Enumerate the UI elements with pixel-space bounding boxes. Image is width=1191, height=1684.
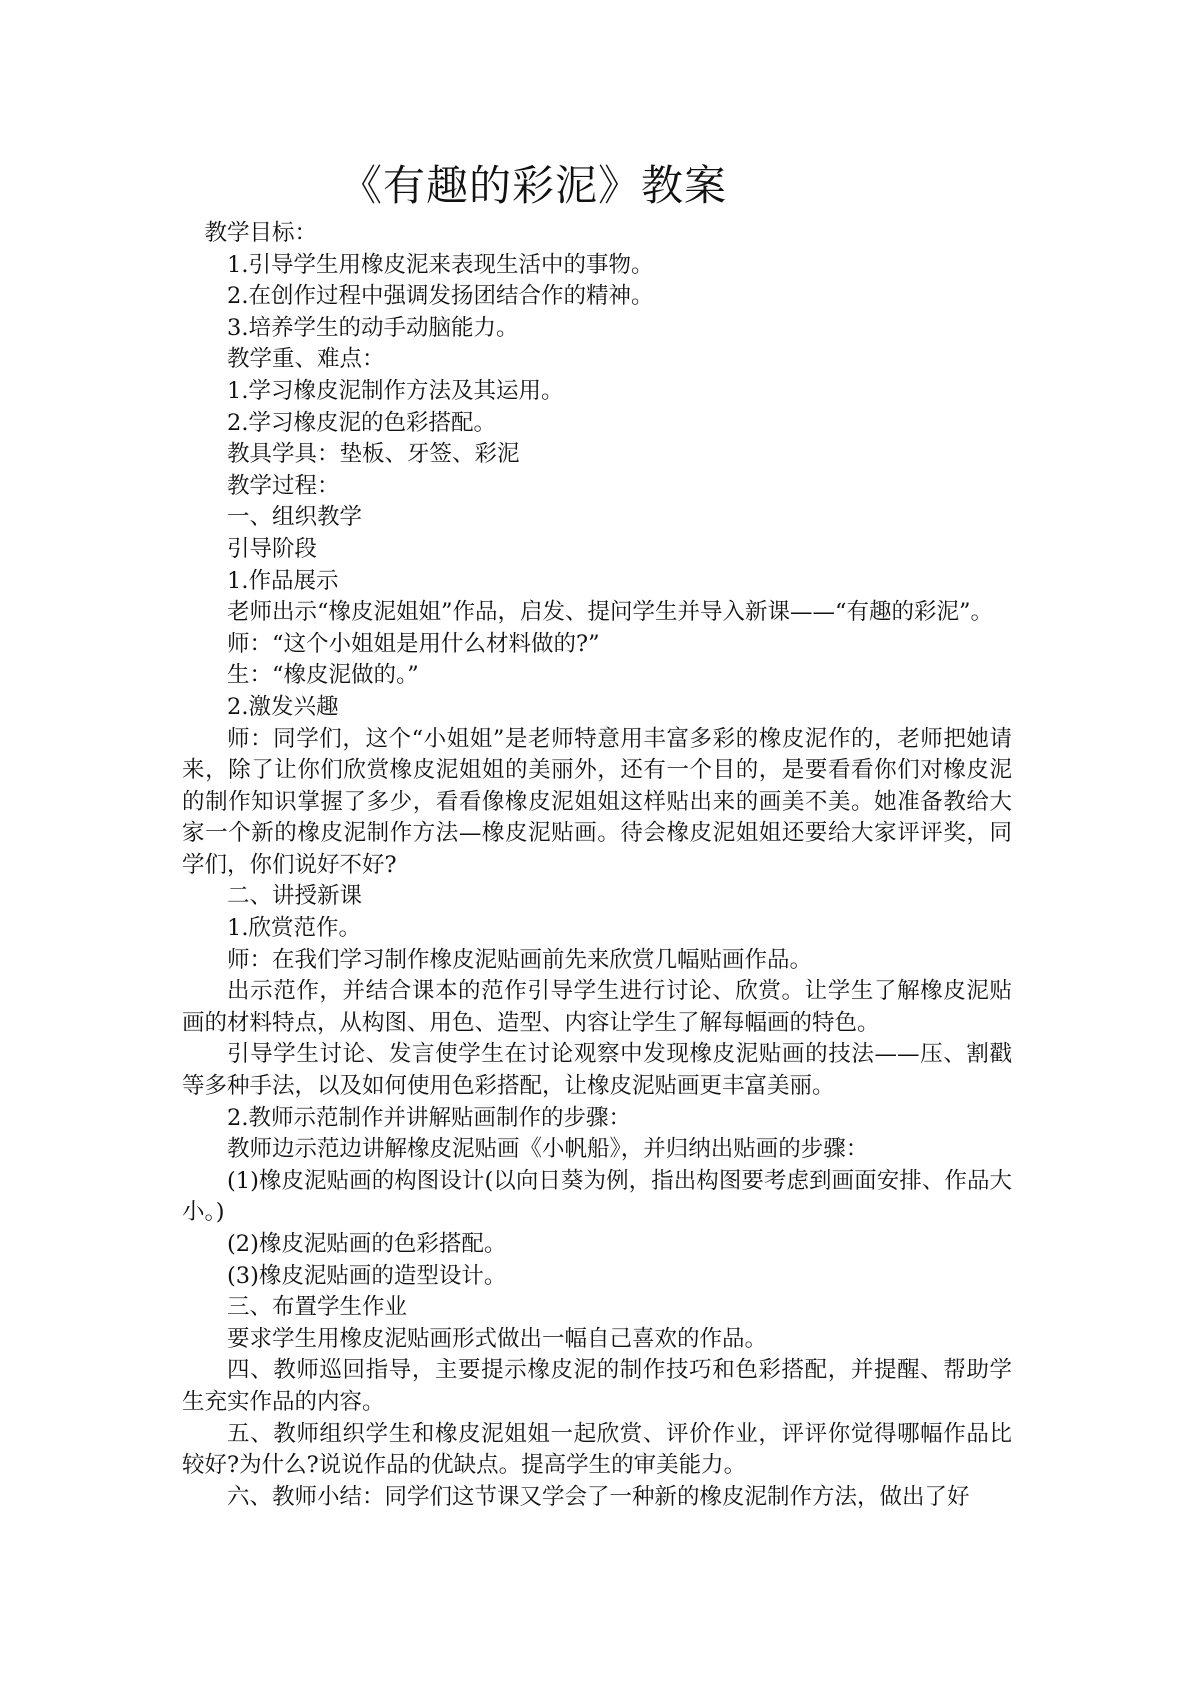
paragraph: 引导阶段 xyxy=(227,535,318,562)
paragraph: 教师边示范边讲解橡皮泥贴画《小帆船》，并归纳出贴画的步骤： xyxy=(227,1136,869,1163)
paragraph: 要求学生用橡皮泥贴画形式做出一幅自己喜欢的作品。 xyxy=(227,1325,768,1352)
paragraph: 1.欣赏范作。 xyxy=(227,915,361,942)
paragraph: 师：在我们学习制作橡皮泥贴画前先来欣赏几幅贴画作品。 xyxy=(227,946,813,973)
paragraph: 师：同学们，这个“小姐姐”是老师特意用丰富多彩的橡皮泥作的，老师把她请来，除了让你们欣赏橡皮泥姐姐的美丽外，还有一个目的，是要看看你们对橡皮泥的制作知识掌握了多少，看看像橡皮泥姐姐这样贴出来的画美不美。她准备教给大家一个新的橡皮泥制作方法—橡皮泥贴画。待会橡皮泥姐姐还要给大家评评奖，同学们，你们说好不好? xyxy=(182,725,1012,878)
paragraph: 1.作品展示 xyxy=(227,567,339,594)
paragraph: 二、讲授新课 xyxy=(227,883,363,910)
paragraph: 师：“这个小姐姐是用什么材料做的?” xyxy=(227,630,600,657)
paragraph: 引导学生讨论、发言使学生在讨论观察中发现橡皮泥贴画的技法——压、割戳等多种手法，以及如何使用色彩搭配，让橡皮泥贴画更丰富美丽。 xyxy=(182,1041,1012,1100)
paragraph: (3)橡皮泥贴画的造型设计。 xyxy=(227,1262,507,1289)
paragraph: 教具学具：垫板、牙签、彩泥 xyxy=(227,441,520,468)
paragraph: 1.学习橡皮泥制作方法及其运用。 xyxy=(227,377,564,404)
paragraph: 2.在创作过程中强调发扬团结合作的精神。 xyxy=(227,283,654,310)
paragraph: 教学重、难点： xyxy=(227,346,385,373)
paragraph: 2.激发兴趣 xyxy=(227,693,339,720)
paragraph: 老师出示“橡皮泥姐姐”作品，启发、提问学生并导入新课——“有趣的彩泥”。 xyxy=(227,599,994,626)
document-body xyxy=(182,218,1012,1513)
paragraph: 1.引导学生用橡皮泥来表现生活中的事物。 xyxy=(227,251,654,278)
paragraph: 2.学习橡皮泥的色彩搭配。 xyxy=(227,409,496,436)
paragraph: (2)橡皮泥贴画的色彩搭配。 xyxy=(227,1231,507,1257)
paragraph: 五、教师组织学生和橡皮泥姐姐一起欣赏、评价作业，评评你觉得哪幅作品比较好?为什么?说说作品的优缺点。提高学生的审美能力。 xyxy=(182,1420,1012,1479)
paragraph: 三、布置学生作业 xyxy=(227,1294,408,1321)
paragraph: 教学目标： xyxy=(204,220,318,246)
paragraph: 四、教师巡回指导，主要提示橡皮泥的制作技巧和色彩搭配，并提醒、帮助学生充实作品的内容。 xyxy=(182,1357,1012,1415)
paragraph: 2.教师示范制作并讲解贴画制作的步骤： xyxy=(227,1104,631,1131)
paragraph: 一、组织教学 xyxy=(227,504,363,531)
paragraph: 生：“橡皮泥做的。” xyxy=(227,662,419,689)
paragraph: 教学过程： xyxy=(227,472,340,499)
paragraph: 六、教师小结：同学们这节课又学会了一种新的橡皮泥制作方法，做出了好 xyxy=(227,1483,970,1510)
paragraph: 3.培养学生的动手动脑能力。 xyxy=(227,314,519,341)
paragraph: (1)橡皮泥贴画的构图设计(以向日葵为例，指出构图要考虑到画面安排、作品大小。) xyxy=(182,1167,1012,1226)
document-title: 《有趣的彩泥》教案 xyxy=(340,161,728,210)
paragraph: 出示范作，并结合课本的范作引导学生进行讨论、欣赏。让学生了解橡皮泥贴画的材料特点，从构图、用色、造型、内容让学生了解每幅画的特色。 xyxy=(182,978,1012,1036)
